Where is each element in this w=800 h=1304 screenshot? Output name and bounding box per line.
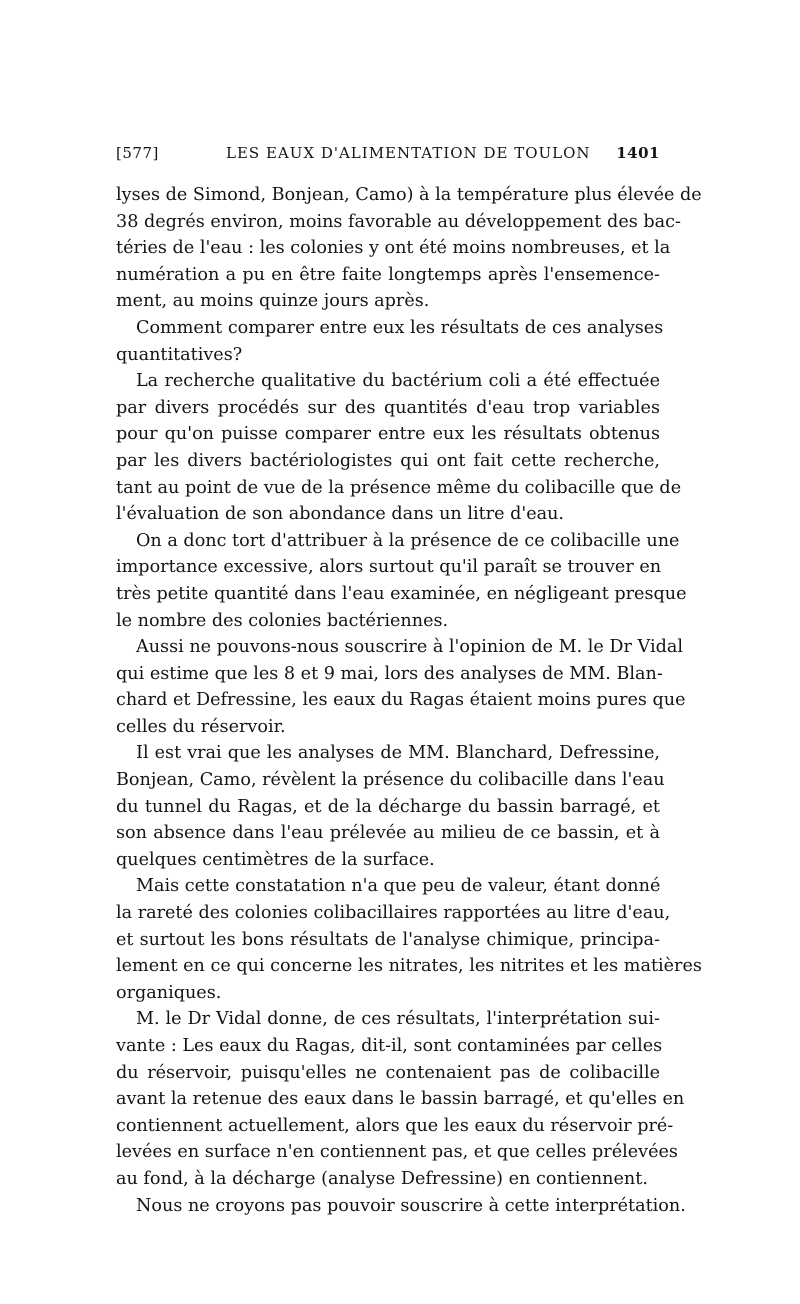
body-text: [116, 182, 702, 1219]
text-line: levées en surface n'en contiennent pas, et que celles prélevées: [116, 1142, 678, 1163]
text-line: téries de l'eau : les colonies y ont été moins nombreuses, et la: [116, 238, 671, 259]
page-number: 1401: [616, 144, 660, 162]
text-line: M. le Dr Vidal donne, de ces résultats, l'interprétation sui-: [136, 1009, 660, 1030]
text-line: lyses de Simond, Bonjean, Camo) à la température plus élevée de: [116, 185, 702, 205]
text-line: l'évaluation de son abondance dans un litre d'eau.: [116, 504, 565, 525]
text-line: par les divers bactériologistes qui ont fait cette recherche,: [116, 450, 660, 471]
text-line: 38 degrés environ, moins favorable au développement des bac-: [116, 211, 681, 232]
text-line: Aussi ne pouvons-nous souscrire à l'opinion de M. le Dr Vidal: [136, 637, 683, 658]
text-line: quelques centimètres de la surface.: [116, 849, 435, 870]
text-line: La recherche qualitative du bactérium coli a été effectuée: [136, 371, 660, 392]
text-line: numération a pu en être faite longtemps après l'ensemence-: [116, 264, 660, 285]
text-line: la rareté des colonies colibacillaires rapportées au litre d'eau,: [116, 903, 671, 924]
page-reference: [577]: [116, 144, 159, 162]
text-line: au fond, à la décharge (analyse Defressine) en contiennent.: [116, 1168, 648, 1189]
text-line: pour qu'on puisse comparer entre eux les résultats obtenus: [116, 424, 660, 445]
text-line: Mais cette constatation n'a que peu de valeur, étant donné: [136, 876, 661, 897]
text-line: On a donc tort d'attribuer à la présence de ce colibacille une: [136, 530, 680, 551]
text-line: ment, au moins quinze jours après.: [116, 291, 430, 312]
text-line: vante : Les eaux du Ragas, dit-il, sont contaminées par celles: [116, 1036, 663, 1056]
text-line: et surtout les bons résultats de l'analyse chimique, principa-: [116, 929, 660, 950]
text-line: contiennent actuellement, alors que les eaux du réservoir pré-: [116, 1115, 674, 1136]
text-line: tant au point de vue de la présence même du colibacille que de: [116, 477, 682, 498]
text-line: son absence dans l'eau prélevée au milieu de ce bassin, et à: [116, 823, 660, 844]
text-line: importance excessive, alors surtout qu'il paraît se trouver en: [116, 557, 662, 578]
text-line: quantitatives?: [116, 344, 243, 365]
text-line: lement en ce qui concerne les nitrates, les nitrites et les matières: [116, 956, 702, 977]
text-line: Il est vrai que les analyses de MM. Blanchard, Defressine,: [136, 743, 660, 764]
text-line: organiques.: [116, 982, 222, 1003]
text-line: du tunnel du Ragas, et de la décharge du bassin barragé, et: [116, 796, 660, 817]
text-line: Bonjean, Camo, révèlent la présence du colibacille dans l'eau: [116, 770, 665, 791]
text-line: Comment comparer entre eux les résultats de ces analyses: [136, 317, 664, 338]
text-line: Nous ne croyons pas pouvoir souscrire à cette interprétation.: [136, 1195, 686, 1216]
text-line: qui estime que les 8 et 9 mai, lors des analyses de MM. Blan-: [116, 663, 663, 684]
text-line: celles du réservoir.: [116, 716, 286, 737]
text-line: par divers procédés sur des quantités d'eau trop variables: [116, 397, 660, 418]
text-line: très petite quantité dans l'eau examinée, en négligeant presque: [116, 583, 687, 604]
text-line: avant la retenue des eaux dans le bassin barragé, et qu'elles en: [116, 1089, 685, 1110]
text-line: le nombre des colonies bactériennes.: [116, 610, 449, 631]
running-title: LES EAUX D'ALIMENTATION DE TOULON: [226, 144, 591, 162]
text-line: du réservoir, puisqu'elles ne contenaient pas de colibacille: [116, 1062, 660, 1083]
running-head: [116, 144, 660, 168]
text-line: chard et Defressine, les eaux du Ragas étaient moins pures que: [116, 690, 686, 711]
